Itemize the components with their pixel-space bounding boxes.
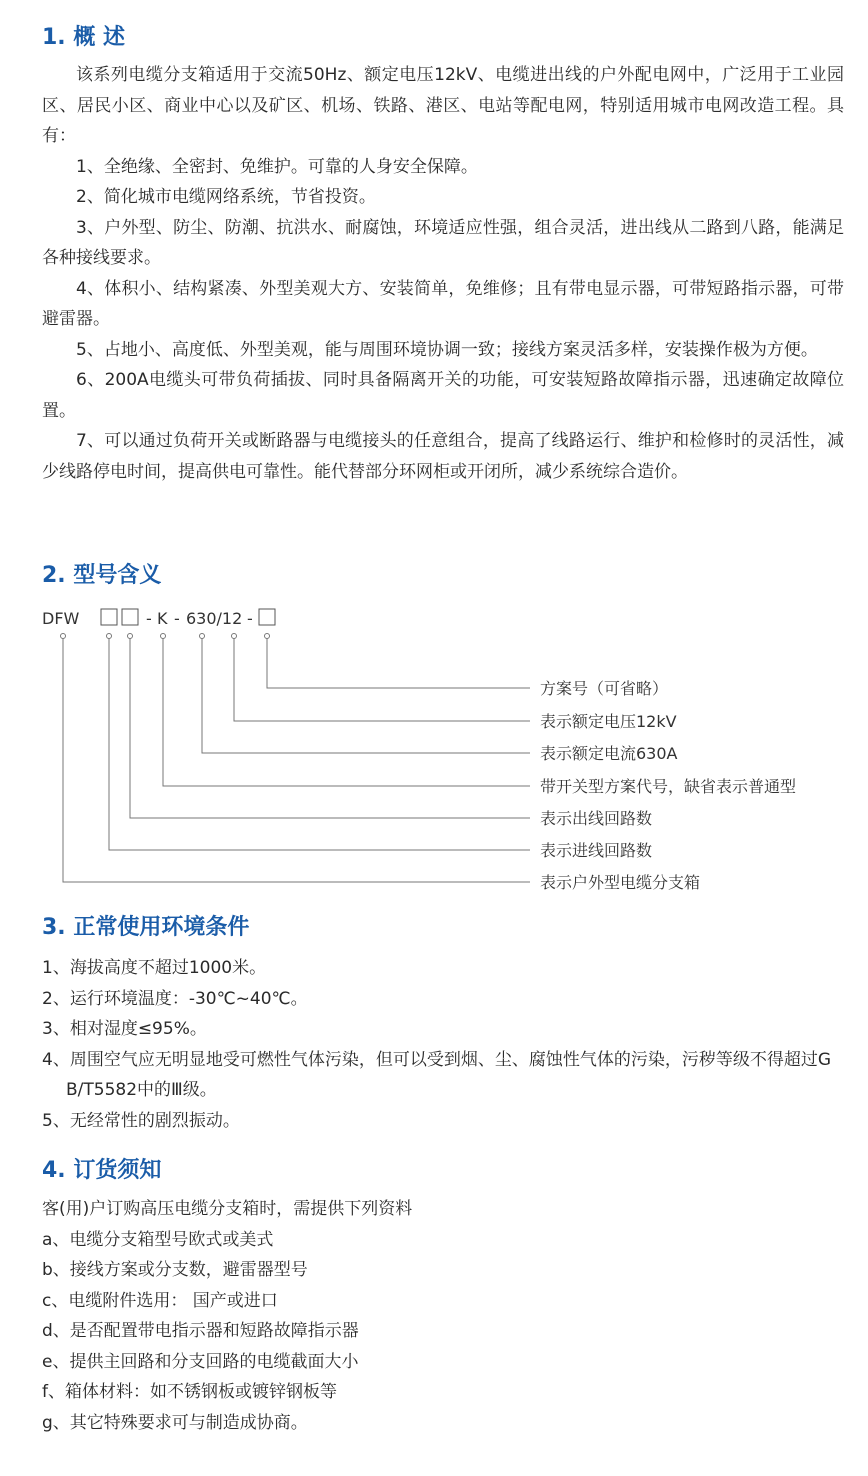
leader-prefix (63, 638, 530, 882)
section-title-conditions: 3. 正常使用环境条件 (42, 915, 250, 940)
code-sep-2: - (174, 609, 180, 628)
ordering-list (42, 1194, 844, 1438)
ordering-item-g: g、其它特殊要求可与制造成协商。 (42, 1412, 308, 1433)
overview-intro: 该系列电缆分支箱适用于交流50Hz、额定电压12kV、电缆进出线的户外配电网中，广泛用于工业园区、居民小区、商业中心以及矿区、机场、铁路、港区、电站等配电网，特别适用城市电网改造工程。具有： (42, 65, 844, 146)
label-inlet: 表示进线回路数 (540, 841, 653, 860)
condition-item-1: 1、海拔高度不超过1000米。 (42, 958, 267, 978)
condition-item-3: 3、相对湿度≤95%。 (42, 1019, 207, 1039)
leader-voltage (234, 638, 530, 721)
leader-switch (163, 638, 530, 786)
ordering-intro: 客(用)户订购高压电缆分支箱时，需提供下列资料 (42, 1199, 413, 1219)
dot-current (200, 634, 205, 639)
code-sep-1: - (146, 609, 152, 628)
dot-inlet (107, 634, 112, 639)
condition-item-5: 5、无经常性的剧烈振动。 (42, 1110, 240, 1131)
ordering-item-f: f、箱体材料：如不锈钢板或镀锌钢板等 (42, 1382, 337, 1402)
ordering-item-d: d、是否配置带电指示器和短路故障指示器 (42, 1321, 359, 1341)
dot-voltage (232, 634, 237, 639)
feature-item-3: 3、户外型、防尘、防潮、抗洪水、耐腐蚀，环境适应性强，组合灵活，进出线从二路到八路，能满足各种接线要求。 (42, 217, 844, 268)
condition-item-2: 2、运行环境温度：-30℃~40℃。 (42, 988, 308, 1009)
leader-outlet (130, 638, 530, 818)
dot-scheme (265, 634, 270, 639)
code-box-outlet (122, 609, 138, 625)
feature-item-7: 7、可以通过负荷开关或断路器与电缆接头的任意组合，提高了线路运行、维护和检修时的灵活性，减少线路停电时间，提高供电可靠性。能代替部分环网柜或开闭所，减少系统综合造价。 (42, 431, 844, 482)
dot-switch (161, 634, 166, 639)
code-box-scheme (259, 609, 275, 625)
conditions-list (42, 953, 844, 1136)
condition-item-4: 4、周围空气应无明显地受可燃性气体污染，但可以受到烟、尘、腐蚀性气体的污染，污秽等级不得超过GB/T5582中的Ⅲ级。 (42, 1049, 831, 1100)
label-switch: 带开关型方案代号，缺省表示普通型 (540, 777, 797, 796)
code-k: K (157, 609, 168, 628)
feature-item-1: 1、全绝缘、全密封、免维护。可靠的人身安全保障。 (76, 156, 478, 177)
code-sep-3: - (247, 609, 253, 628)
leader-current (202, 638, 530, 753)
dot-outlet (128, 634, 133, 639)
model-code-diagram (0, 600, 868, 900)
feature-item-2: 2、简化城市电缆网络系统，节省投资。 (76, 187, 376, 207)
section-title-overview: 1. 概 述 (42, 25, 125, 50)
feature-item-4: 4、体积小、结构紧凑、外型美观大方、安装简单，免维修；且有带电显示器，可带短路指示器，可带避雷器。 (42, 278, 844, 329)
code-box-inlet (101, 609, 117, 625)
label-outlet: 表示出线回路数 (540, 809, 653, 828)
feature-item-6: 6、200A电缆头可带负荷插拔、同时具备隔离开关的功能，可安装短路故障指示器，迅速确定故障位置。 (42, 370, 844, 421)
label-prefix: 表示户外型电缆分支箱 (540, 873, 701, 892)
ordering-item-c: c、电缆附件选用： 国产或进口 (42, 1290, 278, 1311)
code-prefix: DFW (42, 609, 80, 628)
ordering-item-b: b、接线方案或分支数，避雷器型号 (42, 1260, 308, 1280)
ordering-item-e: e、提供主回路和分支回路的电缆截面大小 (42, 1351, 359, 1372)
section-title-ordering: 4. 订货须知 (42, 1158, 162, 1183)
dot-prefix (61, 634, 66, 639)
label-current: 表示额定电流630A (540, 744, 678, 763)
label-scheme: 方案号（可省略） (540, 679, 669, 698)
leader-scheme (267, 638, 530, 688)
section-title-model-meaning: 2. 型号含义 (42, 563, 162, 588)
overview-body (42, 60, 844, 487)
leader-lines (61, 634, 531, 883)
label-voltage: 表示额定电压12kV (540, 712, 677, 731)
feature-item-5: 5、占地小、高度低、外型美观，能与周围环境协调一致；接线方案灵活多样，安装操作极为方便。 (76, 339, 818, 360)
ordering-item-a: a、电缆分支箱型号欧式或美式 (42, 1229, 274, 1250)
code-rating: 630/12 (186, 609, 243, 628)
